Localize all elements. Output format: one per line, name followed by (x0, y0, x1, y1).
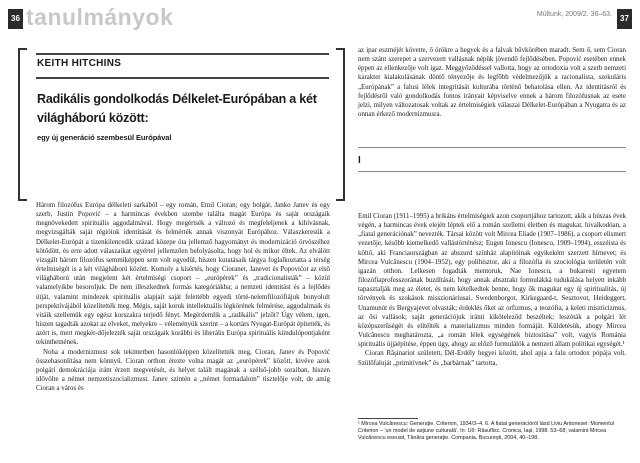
title-rule-middle (36, 77, 329, 79)
article-subtitle: egy új generáció szembesül Európával (37, 133, 172, 142)
author-name: KEITH HITCHINS (37, 58, 122, 69)
running-head: Múltunk, 2009/2. 36–63. (536, 11, 612, 18)
right-column-top (358, 46, 626, 119)
right-column-bottom (358, 212, 626, 368)
journal-section-title: tanulmányok (26, 4, 174, 30)
title-bracket-left (18, 48, 27, 201)
title-rule-top (36, 53, 329, 55)
title-bracket-right (336, 48, 345, 201)
body-paragraph: Noha a modernizmust sok tekintetben hasonlóképpen közelítették meg, Cioran, Janev és Popović összehasonlítása nem könnyű. Cioran orthon érezte volna magát az „európérek” között, kivéve azok polgári demokráciája iránt érzett megvetését, és helyet talált magának a szélső-jobb soraiban, hiszen idővölte a német nemzetiszocializmust. Janev szintén a „német formadalom” tisztelője volt, de amíg Cioran a város és (36, 348, 330, 393)
article-title: Radikális gondolkodás Délkelet-Európában a két világháború között: (37, 92, 317, 125)
page-number-right: 37 (617, 9, 632, 29)
section-rule (358, 147, 626, 148)
body-paragraph: az ipar eszméjét követte, ő örökre a hegyek és a falvak bűvkörében maradt. Sem ő, sem Cioran nem szánt szerepet a szervezett vallásnak népük jövendő fejlődésében. Popović esetében ennek éppen az ellenkezője volt igaz. Meggyőződéssel vallotta, hogy az ortodoxia volt a szerb nemzeti karakter kialakulásának döntő tényezője és legfőbb védelmezőjük a racionalista, szekuláris „Európának” a falusi lélek integritását kulturába történő behatolása ellen. Az identitásról és fejlődésről való gondolkodás fontos irányait képviselve ennek a három filozófusnak az esete jelzi, milyen változatosak voltak az értelmiségiek válaszai Délkelet-Európában a Nyugatra és az onnan érkező modernizmusra. (358, 47, 626, 119)
footnote: ¹ Mircea Vulcănescu: Generaţie. Criterion, 1934/3–4. 6. A fiatal generációról lásd Liviu Antonesei: Momentul Criterion – ‘un model de asţiune culturală’. In: Uő: Râsuflisc. Cronica, Iaşi, 1998. 53–68; valamint Mircea Vulcănescu eseusit, Tânăra generaţie. Compania, Bucureşti, 2004, 40–198. (358, 421, 614, 442)
body-paragraph: Cioran Răşinariot született, Dél-Erdély hegyei között, ahol apja a falu ortodox pópája volt. Szülőfaluját „primitívnek” és „barbárnak” tartotta, (358, 350, 626, 367)
left-column (36, 201, 330, 393)
section-rule (358, 171, 626, 172)
page-number-left: 36 (8, 9, 23, 29)
body-paragraph: Emil Cioran (1911–1995) a brikáns értelmiségiek azon csoportjához tartozott, akik a húszas évek végén, a harmincas évek elején léptek elő a román szellemi életben és magukat, hivalkodóan, a „fiatal generációnak” nevezték. Társai között volt Mircea Eliade (1907–1986), a csoport elismert vezetője, később kiemelkedő vallástörténész; Eugen Ionescu (Ionesco, 1909–1994), esszéista és költő, aki Franciaországban az abszurd színház alapítóinak egyikeként szerzett hírnevet; és Mircea Vulcănescu (1904–1952), egy polihisztor, aki a filozófia és szociológia területén volt igazán otthon. Lelkesen fogadták mentoruk, Nae Ionescu, a bukaresti egyetem filozófiaprofesszorának buzdítását, hogy annak absztrakt formulákká tudukálása helyett inkább tapasztalják meg az életet, és nem kételkedtek benne, hogy ők magukat egy új spiritualitás, új törvények és szokások misszionáriusai. Swedenborgot, Kirkegaard-t, Sesztovot, Heideggert, Unamunót és Bergyajevet olvasták; érdeklés őket az orfizmus, a teozófia, a keleti miszticizmus, az ősi vallások; saját generációjuk iránti kiköteleződ beszéltek; leszóták a polgári lét középszerűségét és elítélték a materializmus minden formáját. Küldetésük, ahogy Mircea Vulcănescu meghatározta, „a román lélek egységének biztosítása” volt, vagyis Románia spirituális újjáépítése, éppen úgy, ahogy az előző formulálók a nemzeti állam polítikai egységét.¹ (358, 213, 626, 349)
section-number: I (358, 155, 361, 166)
body-paragraph: Három filozófus Európa délkeleti sarkából – egy román, Emil Cioran; egy bolgár, Janko Janev és egy szerb, Justin Popović – a harmincas években szembe találta magát Európa és saját országaik megnövekedett spirituális aggodalmával. Hogy megértsék a változó és megfeleljenek a kihívásnak, megvizsgálták saját régióiuk identitását és felmérték annak viszonyát Európához. Válaszkeresük a Délkelet-Európát a tizenkilencedik század közepe óta jellemző hagyományt és modernizáció örvöszéhez kötődött, és erre adott válaszaikat egyértel jellemzően befolyásolta, hogy hol és mikor éltek. Az elválött vizsgált három filozófus semmiképpen sem volt egyedül, hiszen kutatásaik tárgya foglalkoztatta a térség értelmiségét is a két világháború között. Komoly a kísértés, hogy Cioranet, Janevet és Popovićot az első világháború után megjelent két értelmiségi csoport – „európérek” és „tradicionalisták” – közül valamelyikbe besoroljuk. De nem illeszkednek formás kategóriákba; a nemzeti identitást és a fejlődés útját, valamint mindezek spirituális alapjait saját felettébb egyedi törté-nelemfilozófiájuk bonyolult perspektívájából közelítették meg. Mégis, saját koruk intellektuális légkörének felmérése, aggodalmaik és vitáik szellemük egy egész korszakra terjedő fényt. Megérdemlik a „radikális” jelzőt? Úgy vélem, igen, hiszen tagadták azokat az elveket, melyekre – véleményük szerint – a kortárs Nyugat-Európát építették, és azért is, mert megkér-dőjelezték saját országaik korábbi és liberális Európa spirituális kiindulópontjaként tekinthetnének. (36, 202, 330, 347)
footnote-rule (358, 418, 418, 419)
